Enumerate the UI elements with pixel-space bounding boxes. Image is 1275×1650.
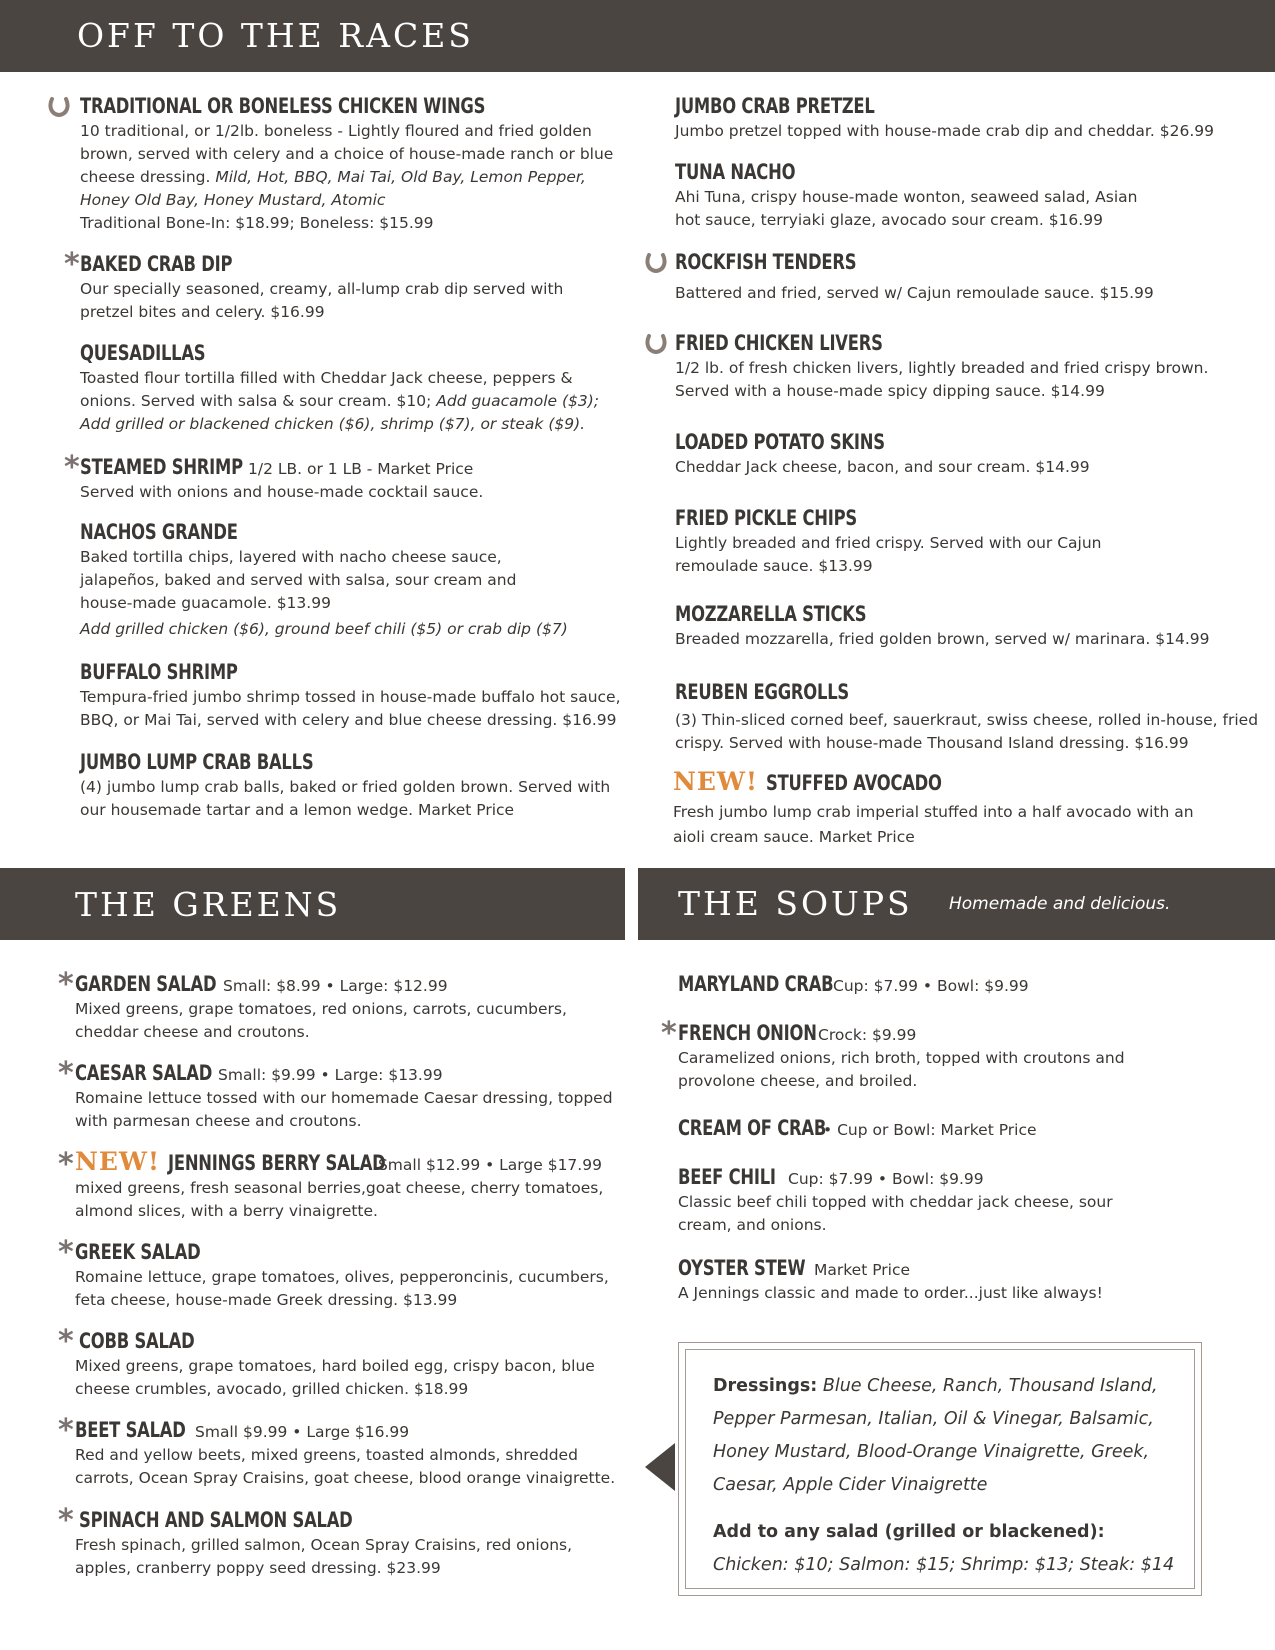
add-salad-list: Chicken: $10; Salmon: $15; Shrimp: $13; Steak: $14: [713, 1555, 1175, 1575]
menu-item-buffalo-shrimp: [80, 658, 640, 732]
menu-item-chicken-wings: [80, 92, 620, 235]
item-desc: (4) jumbo lump crab balls, baked or fried golden brown. Served with our housemade tartar and a lemon wedge. Market Price: [80, 778, 611, 819]
item-name: STEAMED SHRIMP: [80, 455, 243, 479]
item-price: Market Price: [814, 1261, 911, 1279]
star-marker: *: [661, 1016, 677, 1051]
menu-item-beet-salad: [75, 1416, 630, 1490]
item-desc: Cheddar Jack cheese, bacon, and sour cream. $14.99: [675, 458, 1090, 476]
item-name: QUESADILLAS: [80, 341, 206, 365]
item-name: COBB SALAD: [79, 1329, 195, 1353]
menu-item-pickle-chips: [675, 504, 1155, 578]
item-desc: Caramelized onions, rich broth, topped with croutons and provolone cheese, and broiled.: [678, 1049, 1125, 1090]
star-marker: *: [64, 450, 80, 485]
item-price: Cup: $7.99 • Bowl: $9.99: [788, 1170, 984, 1188]
menu-item-quesadillas: [80, 339, 625, 436]
soups-header-band: [638, 868, 1275, 940]
item-price: Traditional Bone-In: $18.99; Boneless: $15.99: [80, 214, 434, 232]
dressings-box: [678, 1342, 1202, 1596]
dressings-label: Dressings:: [713, 1376, 818, 1396]
item-name: FRIED PICKLE CHIPS: [675, 506, 857, 530]
item-addons: Add grilled chicken ($6), ground beef chili ($5) or crab dip ($7): [80, 620, 568, 638]
soup-oyster-stew: [678, 1254, 1238, 1305]
horseshoe-icon: [48, 96, 70, 118]
pointer-arrow-icon: [645, 1443, 675, 1491]
soup-beef-chili: [678, 1163, 1138, 1237]
item-name: SPINACH AND SALMON SALAD: [79, 1508, 353, 1532]
item-price: Small: $9.99 • Large: $13.99: [218, 1066, 443, 1084]
item-name: STUFFED AVOCADO: [765, 771, 942, 795]
item-name: BAKED CRAB DIP: [80, 252, 233, 276]
item-addons: Add guacamole ($3); Add grilled or blackened chicken ($6), shrimp ($7), or steak ($9).: [80, 392, 600, 433]
item-name: BUFFALO SHRIMP: [80, 660, 238, 684]
item-desc: Breaded mozzarella, fried golden brown, served w/ marinara. $14.99: [675, 630, 1210, 648]
menu-item-jumbo-crab-pretzel: [675, 92, 1255, 143]
soups-title: THE SOUPS: [678, 884, 913, 923]
item-name: LOADED POTATO SKINS: [675, 430, 885, 454]
soups-subtitle: Homemade and delicious.: [949, 894, 1171, 914]
races-title: OFF TO THE RACES: [77, 16, 474, 55]
item-desc: Fresh jumbo lump crab imperial stuffed into a half avocado with an aioli cream sauce. Market Price: [673, 803, 1194, 846]
item-desc: Jumbo pretzel topped with house-made crab dip and cheddar. $26.99: [675, 122, 1214, 140]
soup-french-onion: [678, 1019, 1148, 1093]
item-price: 1/2 LB. or 1 LB - Market Price: [248, 460, 474, 478]
menu-item-spinach-salmon-salad: [75, 1506, 615, 1580]
star-marker: *: [58, 1147, 74, 1182]
item-desc: Romaine lettuce, grape tomatoes, olives, pepperoncinis, cucumbers, feta cheese, house-made Greek dressing. $13.99: [75, 1268, 609, 1309]
item-desc: Mixed greens, grape tomatoes, red onions, carrots, cucumbers, cheddar cheese and croutons.: [75, 1000, 567, 1041]
item-price: Cup: $7.99 • Bowl: $9.99: [833, 977, 1029, 995]
item-desc: Fresh spinach, grilled salmon, Ocean Spray Craisins, red onions, apples, cranberry poppy seed dressing. $23.99: [75, 1536, 573, 1577]
item-desc: Toasted flour tortilla filled with Cheddar Jack cheese, peppers & onions. Served with salsa & sour cream. $10;: [80, 369, 573, 410]
item-name: CREAM OF CRAB: [678, 1116, 827, 1140]
item-desc: Baked tortilla chips, layered with nacho cheese sauce, jalapeños, baked and served with salsa, sour cream and house-made guacamole. $13.99: [80, 548, 517, 612]
item-price: Crock: $9.99: [818, 1026, 917, 1044]
greens-title: THE GREENS: [75, 885, 342, 924]
menu-item-potato-skins: [675, 428, 1255, 479]
item-price: Small $12.99 • Large $17.99: [377, 1156, 602, 1174]
menu-item-rockfish-tenders: [675, 248, 1255, 305]
item-name: GREEK SALAD: [75, 1240, 201, 1264]
item-name: NACHOS GRANDE: [80, 520, 238, 544]
menu-item-tuna-nacho: [675, 158, 1155, 232]
add-salad-label: Add to any salad (grilled or blackened):: [713, 1522, 1105, 1542]
star-marker: *: [64, 247, 80, 282]
item-price: Small: $8.99 • Large: $12.99: [223, 977, 448, 995]
new-badge: NEW!: [673, 767, 758, 796]
menu-item-berry-salad: [75, 1148, 625, 1223]
item-name: BEET SALAD: [75, 1418, 186, 1442]
menu-item-baked-crab-dip: [80, 250, 620, 324]
item-desc: Lightly breaded and fried crispy. Served with our Cajun remoulade sauce. $13.99: [675, 534, 1102, 575]
menu-item-steamed-shrimp: [80, 453, 620, 504]
menu-item-nachos-grande: [80, 518, 568, 641]
item-name: FRIED CHICKEN LIVERS: [675, 331, 883, 355]
item-name: GARDEN SALAD: [75, 972, 217, 996]
item-name: REUBEN EGGROLLS: [675, 680, 849, 704]
star-marker: *: [58, 1503, 74, 1538]
item-name: JENNINGS BERRY SALAD: [167, 1151, 386, 1175]
item-desc: Mixed greens, grape tomatoes, hard boiled egg, crispy bacon, blue cheese crumbles, avocado, grilled chicken. $18.99: [75, 1357, 595, 1398]
item-name: BEEF CHILI: [678, 1165, 776, 1189]
menu-item-garden-salad: [75, 970, 615, 1044]
greens-header-band: [0, 868, 625, 940]
item-price: • Cup or Bowl: Market Price: [823, 1121, 1037, 1139]
item-desc: 1/2 lb. of fresh chicken livers, lightly breaded and fried crispy brown. Served with a house-made spicy dipping sauce. $14.99: [675, 359, 1209, 400]
item-name: TUNA NACHO: [675, 160, 796, 184]
races-header-band: [0, 0, 1275, 72]
soup-cream-of-crab: [678, 1114, 1238, 1142]
item-name: CAESAR SALAD: [75, 1061, 213, 1085]
dressings-list: Blue Cheese, Ranch, Thousand Island, Pepper Parmesan, Italian, Oil & Vinegar, Balsamic, Honey Mustard, Blood-Orange Vinaigrette, Greek, Caesar, Apple Cider Vinaigrette: [713, 1376, 1158, 1495]
item-name: OYSTER STEW: [678, 1256, 806, 1280]
horseshoe-icon: [645, 333, 667, 355]
item-name: MOZZARELLA STICKS: [675, 602, 867, 626]
item-desc: Served with onions and house-made cocktail sauce.: [80, 483, 484, 501]
item-flavors: Mild, Hot, BBQ, Mai Tai, Old Bay, Lemon Pepper, Honey Old Bay, Honey Mustard, Atomic: [80, 168, 586, 209]
item-name: JUMBO CRAB PRETZEL: [675, 94, 875, 118]
item-name: MARYLAND CRAB: [678, 972, 834, 996]
item-name: ROCKFISH TENDERS: [675, 250, 857, 274]
item-desc: 10 traditional, or 1/2lb. boneless - Lightly floured and fried golden brown, served with celery and a choice of house-made ranch or blue cheese dressing.: [80, 122, 614, 186]
item-desc: Red and yellow beets, mixed greens, toasted almonds, shredded carrots, Ocean Spray Craisins, goat cheese, blood orange vinaigrette.: [75, 1446, 616, 1487]
menu-item-greek-salad: [75, 1238, 635, 1312]
item-desc: Romaine lettuce tossed with our homemade Caesar dressing, topped with parmesan cheese and croutons.: [75, 1089, 613, 1130]
item-desc: Battered and fried, served w/ Cajun remoulade sauce. $15.99: [675, 284, 1154, 302]
star-marker: *: [58, 1056, 74, 1091]
menu-item-stuffed-avocado: [673, 768, 1228, 850]
item-name: TRADITIONAL OR BONELESS CHICKEN WINGS: [80, 94, 486, 118]
item-desc: Our specially seasoned, creamy, all-lump crab dip served with pretzel bites and celery. $16.99: [80, 280, 564, 321]
item-desc: Ahi Tuna, crispy house-made wonton, seaweed salad, Asian hot sauce, terryiaki glaze, avocado sour cream. $16.99: [675, 188, 1138, 229]
new-badge: NEW!: [75, 1147, 160, 1176]
item-desc: (3) Thin-sliced corned beef, sauerkraut, swiss cheese, rolled in-house, fried crispy. Served with house-made Thousand Island dressing. $16.99: [675, 711, 1259, 752]
item-name: FRENCH ONION: [678, 1021, 817, 1045]
star-marker: *: [58, 1413, 74, 1448]
item-desc: A Jennings classic and made to order...just like always!: [678, 1284, 1103, 1302]
star-marker: *: [58, 1324, 74, 1359]
menu-item-crab-balls: [80, 748, 635, 822]
item-desc: mixed greens, fresh seasonal berries,goat cheese, cherry tomatoes, almond slices, with a berry vinaigrette.: [75, 1179, 604, 1220]
menu-item-cobb-salad: [75, 1327, 615, 1401]
menu-item-reuben-eggrolls: [675, 678, 1260, 755]
menu-item-mozzarella-sticks: [675, 600, 1255, 651]
horseshoe-icon: [645, 252, 667, 274]
soup-maryland-crab: [678, 970, 1238, 998]
menu-item-chicken-livers: [675, 329, 1255, 403]
item-desc: Tempura-fried jumbo shrimp tossed in house-made buffalo hot sauce, BBQ, or Mai Tai, served with celery and blue cheese dressing. $16.99: [80, 688, 621, 729]
menu-item-caesar-salad: [75, 1059, 615, 1133]
item-price: Small $9.99 • Large $16.99: [195, 1423, 410, 1441]
item-desc: Classic beef chili topped with cheddar jack cheese, sour cream, and onions.: [678, 1193, 1113, 1234]
item-name: JUMBO LUMP CRAB BALLS: [80, 750, 314, 774]
star-marker: *: [58, 967, 74, 1002]
star-marker: *: [58, 1235, 74, 1270]
